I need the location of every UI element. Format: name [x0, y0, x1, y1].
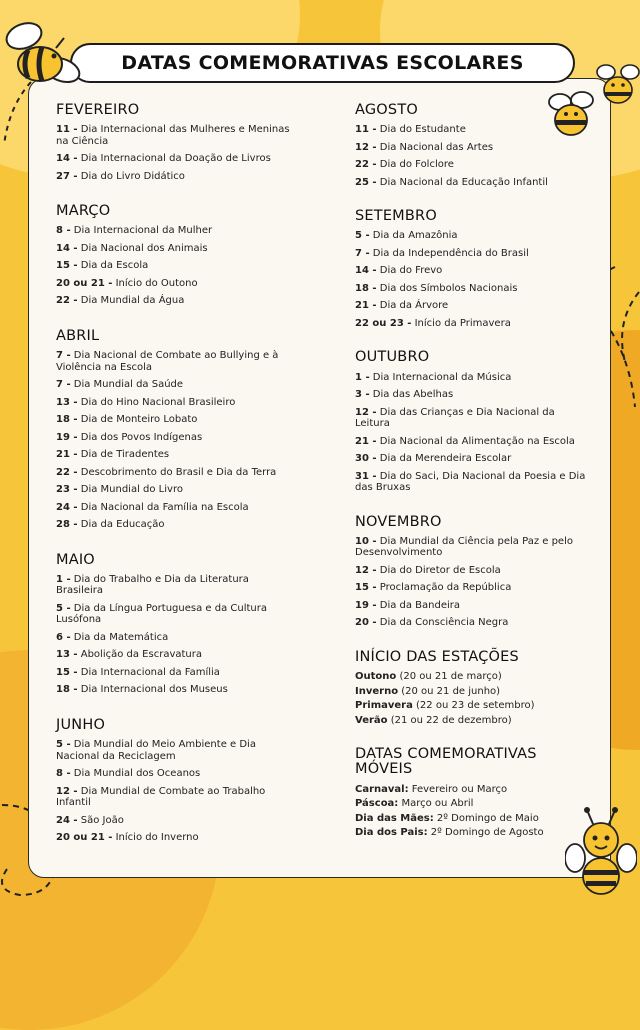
list-item [56, 414, 292, 426]
item-text: Dia da Educação [77, 519, 165, 531]
month-section [56, 718, 292, 844]
list-item [56, 350, 292, 373]
item-label: Verão [355, 714, 388, 726]
item-date: 18 - [56, 684, 78, 696]
item-date: 15 - [355, 582, 377, 594]
list-item [355, 617, 591, 629]
item-date: 18 - [56, 414, 78, 426]
item-text: Dia Internacional da Mulher [70, 225, 213, 237]
item-date: 7 - [56, 350, 71, 362]
item-text: Dia das Crianças e Dia Nacional da Leitura [355, 406, 555, 430]
item-date: 8 - [56, 768, 71, 780]
month-section [56, 329, 292, 531]
item-date: 20 ou 21 - [56, 832, 113, 844]
title-banner [70, 43, 575, 83]
item-text: Dia Internacional dos Museus [77, 684, 228, 696]
item-text: Dia de Tiradentes [77, 449, 170, 461]
list-item [56, 502, 292, 514]
item-date: 1 - [355, 371, 370, 383]
item-text: (20 ou 21 de março) [396, 671, 502, 683]
item-date: 14 - [56, 242, 78, 254]
item-text: Início do Outono [112, 277, 198, 289]
list-item [56, 225, 292, 237]
item-label: Primavera [355, 700, 413, 712]
list-item [56, 467, 292, 479]
list-item [355, 453, 591, 465]
section-heading: OUTUBRO [355, 349, 430, 366]
list-item [56, 786, 292, 809]
item-date: 3 - [355, 389, 370, 401]
list-item [56, 768, 292, 780]
item-date: 22 - [56, 295, 78, 307]
section-heading: JUNHO [56, 716, 106, 733]
item-date: 27 - [56, 170, 78, 182]
item-text: Dia da Matemática [70, 631, 169, 643]
list-item [355, 177, 591, 189]
section-heading: SETEMBRO [355, 208, 437, 225]
item-date: 20 - [355, 617, 377, 629]
item-text: Dia Nacional de Combate ao Bullying e à Violência na Escola [56, 350, 279, 373]
list-item [355, 798, 591, 810]
list-item [355, 600, 591, 612]
section-heading: NOVEMBRO [355, 513, 442, 530]
month-section [355, 350, 591, 493]
item-text: Dia Mundial da Ciência pela Paz e pelo Desenvolvimento [355, 535, 573, 559]
item-text: Dia dos Símbolos Nacionais [376, 282, 518, 294]
section-heading: ABRIL [56, 327, 100, 344]
list-item [56, 449, 292, 461]
list-item [355, 565, 591, 577]
item-date: 13 - [56, 649, 78, 661]
section-heading: INÍCIO DAS ESTAÇÕES [355, 648, 519, 665]
item-date: 24 - [56, 814, 78, 826]
section-heading: MARÇO [56, 203, 111, 220]
item-date: 13 - [56, 396, 78, 408]
item-date: 22 - [355, 159, 377, 171]
item-date: 5 - [56, 602, 71, 614]
item-text: Dia Nacional da Família na Escola [77, 501, 249, 513]
list-item [355, 318, 591, 330]
item-date: 12 - [355, 406, 377, 418]
item-text: Dia das Abelhas [369, 389, 454, 401]
left-column [56, 103, 292, 850]
item-text: Dia do Frevo [376, 265, 443, 277]
item-text: Dia Mundial do Livro [77, 484, 183, 496]
item-text: Início do Inverno [112, 832, 199, 844]
list-item [56, 432, 292, 444]
list-item [355, 389, 591, 401]
item-label: Dia das Mães: [355, 812, 434, 824]
item-text: Dia de Monteiro Lobato [77, 414, 198, 426]
list-item [56, 260, 292, 272]
item-date: 14 - [56, 153, 78, 165]
list-item [355, 265, 591, 277]
month-section [355, 650, 591, 726]
item-date: 19 - [56, 431, 78, 443]
list-item [56, 603, 292, 626]
item-text: (20 ou 21 de junho) [398, 685, 501, 697]
item-text: Início da Primavera [411, 317, 511, 329]
list-item [56, 832, 292, 844]
list-item [355, 142, 591, 154]
list-item [56, 124, 292, 147]
item-text: Dia da Escola [77, 260, 149, 272]
item-date: 22 ou 23 - [355, 317, 412, 329]
item-label: Dia dos Pais: [355, 827, 428, 839]
list-item [355, 372, 591, 384]
list-item [56, 815, 292, 827]
item-text: Dia do Hino Nacional Brasileiro [77, 396, 236, 408]
list-item [56, 649, 292, 661]
item-date: 18 - [355, 282, 377, 294]
item-date: 7 - [355, 247, 370, 259]
item-date: 11 - [355, 124, 377, 136]
list-item [355, 283, 591, 295]
item-text: Dia da Amazônia [369, 230, 458, 242]
item-text: Dia da Consciência Negra [376, 617, 509, 629]
item-date: 21 - [56, 449, 78, 461]
item-date: 11 - [56, 124, 78, 136]
month-section [355, 515, 591, 629]
month-section [56, 204, 292, 307]
page-title: DATAS COMEMORATIVAS ESCOLARES [121, 52, 524, 74]
list-item [355, 300, 591, 312]
item-text: Dia da Bandeira [376, 599, 461, 611]
item-text: Dia da Merendeira Escolar [376, 453, 512, 465]
list-item [56, 295, 292, 307]
list-item [355, 784, 591, 796]
item-text: Dia do Folclore [376, 159, 454, 171]
item-text: 2º Domingo de Maio [433, 812, 539, 824]
item-date: 12 - [56, 785, 78, 797]
item-text: Dia Mundial da Água [77, 295, 185, 307]
item-text: (22 ou 23 de setembro) [412, 700, 535, 712]
right-column [355, 103, 591, 842]
bee-icon [0, 18, 84, 92]
item-text: (21 ou 22 de dezembro) [387, 714, 512, 726]
item-date: 5 - [56, 739, 71, 751]
list-item [56, 632, 292, 644]
item-date: 8 - [56, 225, 71, 237]
item-text: Dia do Estudante [376, 124, 466, 136]
item-date: 15 - [56, 260, 78, 272]
list-item [355, 159, 591, 171]
item-text: Dia dos Povos Indígenas [77, 431, 203, 443]
list-item [56, 684, 292, 696]
item-date: 10 - [355, 535, 377, 547]
section-heading: AGOSTO [355, 102, 418, 118]
item-date: 14 - [355, 265, 377, 277]
list-item [56, 171, 292, 183]
item-date: 15 - [56, 666, 78, 678]
item-date: 6 - [56, 631, 71, 643]
item-date: 21 - [355, 300, 377, 312]
item-text: Fevereiro ou Março [408, 783, 508, 795]
item-text: Proclamação da República [376, 582, 512, 594]
item-label: Páscoa: [355, 798, 399, 810]
item-text: Dia da Independência do Brasil [369, 247, 529, 259]
item-text: 2º Domingo de Agosto [427, 827, 544, 839]
list-item [56, 243, 292, 255]
list-item [355, 813, 591, 825]
item-date: 1 - [56, 573, 71, 585]
list-item [355, 124, 591, 136]
item-text: Dia Internacional das Mulheres e Meninas na Ciência [56, 124, 290, 147]
list-item [355, 686, 591, 698]
list-item [355, 536, 591, 559]
bee-icon [596, 62, 640, 106]
list-item [56, 667, 292, 679]
item-text: Dia Mundial dos Oceanos [70, 768, 201, 780]
list-item [56, 739, 292, 762]
item-text: Dia Internacional da Música [369, 371, 512, 383]
item-text: São João [77, 814, 124, 826]
item-label: Inverno [355, 685, 399, 697]
item-text: Dia Internacional da Família [77, 666, 220, 678]
item-text: Dia da Árvore [376, 300, 449, 312]
list-item [56, 484, 292, 496]
item-date: 25 - [355, 176, 377, 188]
item-text: Descobrimento do Brasil e Dia da Terra [77, 466, 277, 478]
list-item [355, 700, 591, 712]
list-item [355, 715, 591, 727]
item-date: 19 - [355, 599, 377, 611]
item-text: Março ou Abril [398, 798, 474, 810]
month-section [56, 103, 292, 182]
item-date: 21 - [355, 435, 377, 447]
section-heading: FEVEREIRO [56, 102, 140, 118]
item-text: Dia Mundial da Saúde [70, 379, 184, 391]
item-text: Dia do Saci, Dia Nacional da Poesia e Dia das Bruxas [355, 470, 586, 494]
item-text: Dia Nacional da Educação Infantil [376, 176, 548, 188]
list-item [355, 436, 591, 448]
item-text: Dia do Trabalho e Dia da Literatura Brasileira [56, 573, 249, 597]
list-item [56, 379, 292, 391]
item-text: Dia Nacional das Artes [376, 141, 494, 153]
list-item [56, 397, 292, 409]
item-date: 12 - [355, 141, 377, 153]
item-date: 22 - [56, 466, 78, 478]
item-date: 31 - [355, 470, 377, 482]
month-section [355, 209, 591, 329]
item-date: 24 - [56, 501, 78, 513]
list-item [355, 827, 591, 839]
section-heading: DATAS COMEMORATIVAS MÓVEIS [355, 746, 537, 778]
item-date: 23 - [56, 484, 78, 496]
item-text: Dia Internacional da Doação de Livros [77, 153, 271, 165]
item-date: 28 - [56, 519, 78, 531]
item-text: Dia Mundial do Meio Ambiente e Dia Nacional da Reciclagem [56, 739, 256, 762]
item-label: Carnaval: [355, 783, 409, 795]
list-item [355, 407, 591, 430]
item-text: Dia Mundial de Combate ao Trabalho Infantil [56, 785, 266, 809]
item-date: 30 - [355, 453, 377, 465]
list-item [355, 671, 591, 683]
item-label: Outono [355, 671, 397, 683]
list-item [355, 230, 591, 242]
list-item [56, 574, 292, 597]
item-text: Dia Nacional dos Animais [77, 242, 208, 254]
list-item [355, 582, 591, 594]
month-section [56, 553, 292, 696]
item-text: Dia do Diretor de Escola [376, 564, 501, 576]
item-date: 7 - [56, 379, 71, 391]
item-date: 20 ou 21 - [56, 277, 113, 289]
item-text: Dia do Livro Didático [77, 170, 185, 182]
item-text: Dia Nacional da Alimentação na Escola [376, 435, 575, 447]
list-item [56, 153, 292, 165]
month-section [355, 103, 591, 188]
section-heading: MAIO [56, 551, 95, 568]
list-item [355, 248, 591, 260]
list-item [56, 278, 292, 290]
item-date: 12 - [355, 564, 377, 576]
list-item [355, 471, 591, 494]
list-item [56, 519, 292, 531]
item-text: Dia da Língua Portuguesa e da Cultura Lusófona [56, 602, 267, 626]
item-date: 5 - [355, 230, 370, 242]
item-text: Abolição da Escravatura [77, 649, 202, 661]
month-section [355, 747, 591, 838]
